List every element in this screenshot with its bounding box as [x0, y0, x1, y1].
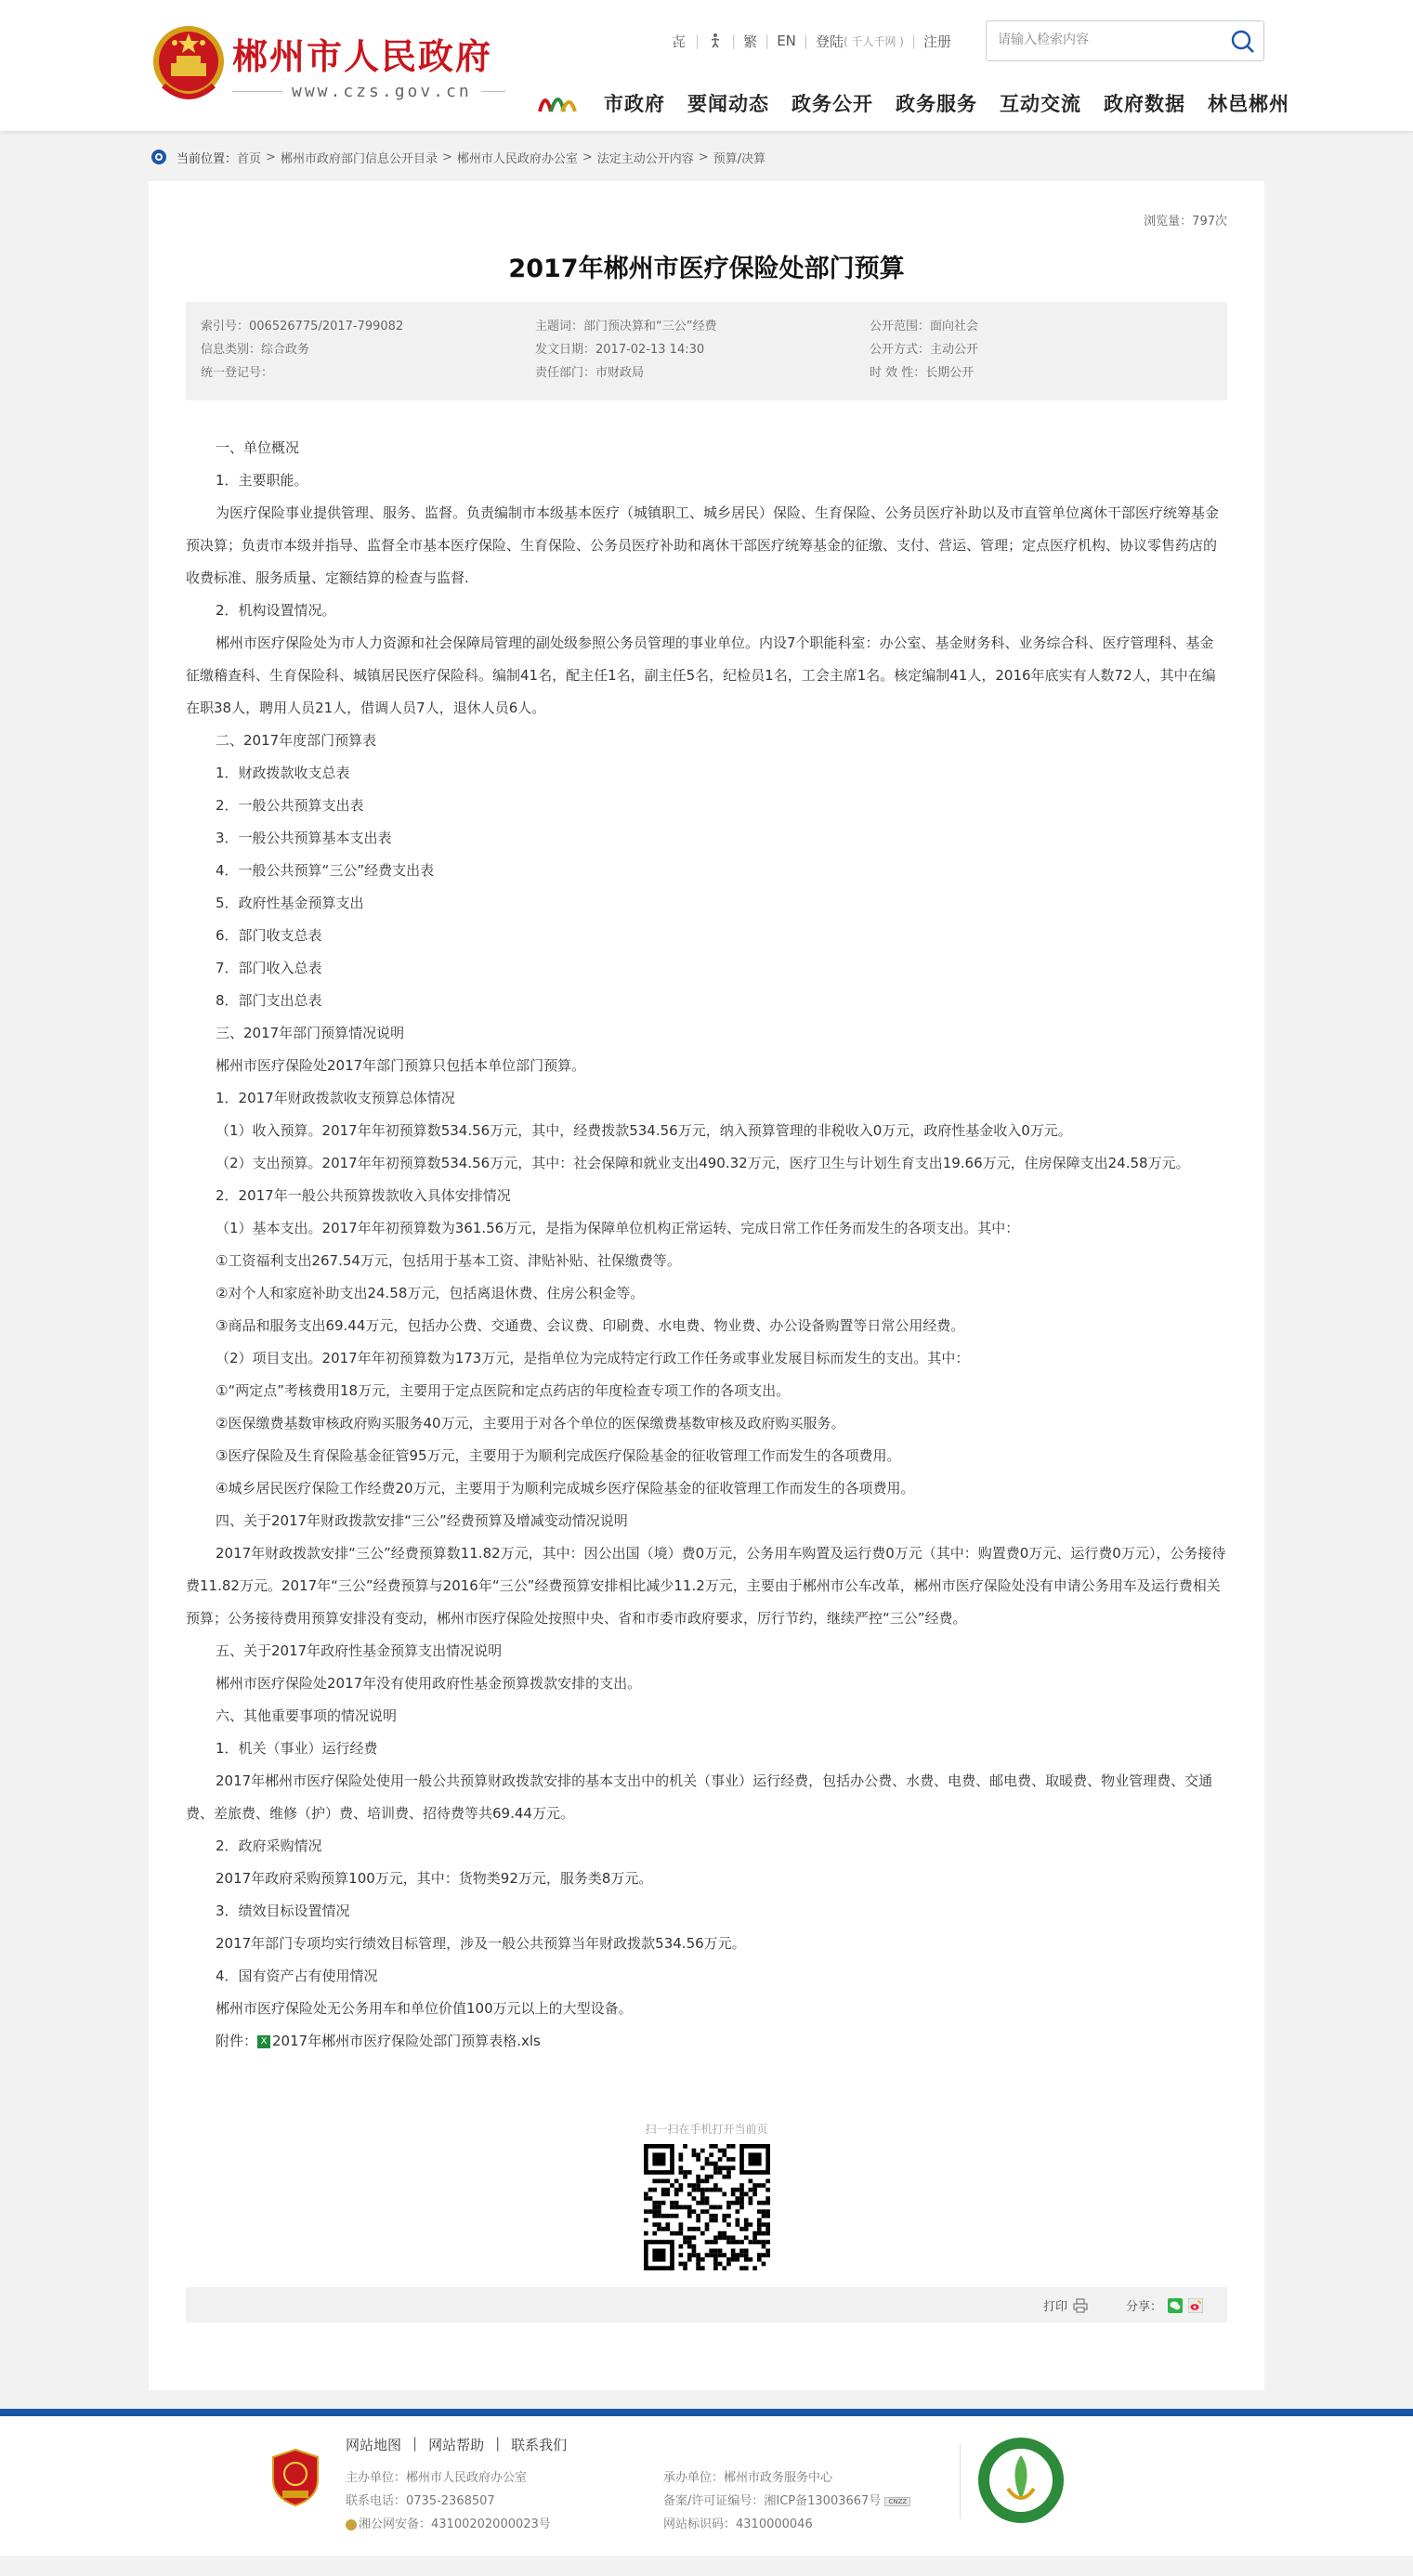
party-government-badge-icon[interactable] [269, 2448, 321, 2507]
article-paragraph: （1）收入预算。2017年年初预算数534.56万元，其中，经费拨款534.56万元，纳入预算管理的非税收入0万元，政府性基金收入0万元。 [216, 1122, 1072, 1139]
article-paragraph: ③商品和服务支出69.44万元，包括办公费、交通费、会议费、印刷费、水电费、物业费、办公设备购置等日常公用经费。 [216, 1317, 965, 1334]
article-paragraph: 2．机构设置情况。 [216, 602, 336, 619]
footer-link-sitemap[interactable]: 网站地图 [346, 2437, 402, 2453]
footer-police-record[interactable]: 湘公网安备：43100202000023号 [346, 2513, 551, 2536]
print-label: 打印 [1042, 2300, 1067, 2314]
accessibility-icon[interactable] [707, 33, 724, 49]
view-count: 浏览量：797次 [1144, 215, 1227, 229]
meta-dept: 责任部门：市财政局 [535, 366, 645, 380]
footer-icp: 备案/许可证编号：湘ICP备13003667号 CNZZ [663, 2490, 910, 2513]
breadcrumb-item-home[interactable]: 首页 [237, 151, 262, 166]
article-paragraph: 1．2017年财政拨款收支预算总体情况 [216, 1090, 455, 1106]
article-paragraph: 郴州市医疗保险处为市人力资源和社会保障局管理的副处级参照公务员管理的事业单位。内设7个职能科室：办公室、基金财务科、业务综合科、医疗管理科、基金征缴稽查科、生育保险科、城镇居民医疗保险科。编制41名，配主任1名，副主任5名，纪检员1名，工会主席1名。核定编制41人，2016年底实有人数72人，其中在编在职38人，聘用人员21人，借调人员7人，退休人员6人。 [186, 634, 1216, 716]
meta-scope: 公开范围：面向社会 [870, 320, 979, 333]
share-group [1126, 2296, 1203, 2314]
article-paragraph: ④城乡居民医疗保险工作经费20万元，主要用于为顺利完成城乡医疗保险基金的征收管理工作而发生的各项费用。 [216, 1480, 915, 1497]
document-meta [186, 302, 1227, 400]
breadcrumb-item-directory[interactable]: 郴州市政府部门信息公开目录 [280, 151, 438, 166]
footer-links: 网站地图 | 网站帮助 | 联系我们 [346, 2435, 568, 2453]
article-paragraph: 郴州市医疗保险处2017年部门预算只包括本单位部门预算。 [216, 1057, 586, 1074]
article-paragraph: 三、2017年部门预算情况说明 [216, 1025, 405, 1041]
article-paragraph: ②对个人和家庭补助支出24.58万元，包括离退休费、住房公积金等。 [216, 1285, 645, 1301]
article-paragraph: 7．部门收入总表 [216, 960, 322, 976]
article-paragraph: ②医保缴费基数审核政府购买服务40万元，主要用于对各个单位的医保缴费基数审核及政府购买服务。 [216, 1415, 845, 1432]
meta-unified-no: 统一登记号： [201, 366, 274, 380]
english-link[interactable]: EN [777, 33, 796, 49]
register-link[interactable]: 注册 [923, 33, 952, 50]
article-paragraph: 1．主要职能。 [216, 472, 308, 489]
breadcrumb-item-budget[interactable]: 预算/决算 [713, 151, 766, 166]
article-paragraph: 五、关于2017年政府性基金预算支出情况说明 [216, 1642, 503, 1659]
qr-section [149, 2121, 1264, 2270]
qr-caption: 扫一扫在手机打开当前页 [645, 2123, 768, 2136]
article-paragraph: （1）基本支出。2017年年初预算数为361.56万元，是指为保障单位机构正常运转、完成日常工作任务而发生的各项支出。其中： [216, 1220, 1020, 1236]
article-paragraph: 2017年部门专项均实行绩效目标管理，涉及一般公共预算当年财政拨款534.56万元。 [216, 1935, 746, 1952]
meta-index-no: 索引号：006526775/2017-799082 [201, 320, 404, 333]
top-tools: 㐂 | | 繁 | EN | 登陆 ( 千人千网 ) | 注册 [672, 33, 952, 50]
page-title: 2017年郴州市医疗保险处部门预算 [508, 255, 905, 283]
print-share-bar [186, 2287, 1227, 2322]
article-paragraph: 六、其他重要事项的情况说明 [216, 1707, 398, 1724]
article-paragraph: 郴州市医疗保险处2017年没有使用政府性基金预算拨款安排的支出。 [216, 1675, 642, 1692]
article-paragraph: 2．一般公共预算支出表 [216, 797, 364, 814]
traditional-chinese-link[interactable]: 繁 [743, 33, 758, 50]
article-paragraph: 二、2017年度部门预算表 [216, 732, 377, 749]
article-paragraph: 四、关于2017年财政拨款安排“三公”经费预算及增减变动情况说明 [216, 1512, 628, 1529]
article-paragraph: ③医疗保险及生育保险基金征管95万元，主要用于为顺利完成医疗保险基金的征收管理工作而发生的各项费用。 [216, 1447, 901, 1464]
qr-code-icon [644, 2144, 770, 2270]
breadcrumb: 当前位置： 首页 > 郴州市政府部门信息公开目录 > 郴州市人民政府办公室 > 法定主动公开内容 > 预算/决算 [150, 147, 765, 167]
article-paragraph: （2）支出预算。2017年年初预算数534.56万元，其中：社会保障和就业支出490.32万元，医疗卫生与计划生育支出19.66万元，住房保障支出24.58万元。 [216, 1155, 1190, 1171]
footer-info-left [346, 2466, 551, 2536]
search-icon[interactable] [1230, 29, 1256, 55]
share-label: 分享： [1125, 2300, 1162, 2314]
article-paragraph: 3．绩效目标设置情况 [216, 1903, 350, 1919]
site-url: www.czs.gov.cn [282, 82, 481, 101]
nav-item-news[interactable]: 要闻动态 [687, 93, 769, 115]
svg-text:㐂: 㐂 [672, 33, 687, 49]
location-icon [150, 149, 167, 165]
article-paragraph: 2．政府采购情况 [216, 1837, 322, 1854]
footer-organizer: 承办单位：郴州市政务服务中心 [663, 2471, 833, 2485]
article-paragraph: 8．部门支出总表 [216, 992, 322, 1009]
site-header [0, 0, 1413, 131]
nav-decoration-icon [532, 84, 582, 121]
attachment-label: 附件： [216, 2033, 258, 2049]
article-content [186, 432, 1227, 2058]
print-button[interactable] [1043, 2296, 1088, 2314]
login-link[interactable]: 登陆 [815, 33, 844, 50]
meta-category: 信息类别：综合政务 [201, 343, 310, 357]
search-box [986, 20, 1264, 61]
nav-item-city-government[interactable]: 市政府 [604, 93, 665, 115]
footer-link-help[interactable]: 网站帮助 [428, 2437, 485, 2453]
footer-host: 主办单位：郴州市人民政府办公室 [346, 2471, 528, 2485]
footer-divider [960, 2444, 961, 2518]
footer-info-right [663, 2466, 910, 2536]
article-paragraph: 2017年政府采购预算100万元，其中：货物类92万元，服务类8万元。 [216, 1870, 653, 1887]
article-paragraph: 1．财政拨款收支总表 [216, 765, 350, 781]
footer-accent-bar [0, 2409, 1413, 2416]
article-paragraph: 2．2017年一般公共预算拨款收入具体安排情况 [216, 1187, 511, 1204]
article-paragraph: 2017年郴州市医疗保险处使用一般公共预算财政拨款安排的基本支出中的机关（事业）运行经费，包括办公费、水费、电费、邮电费、取暖费、物业管理费、交通费、差旅费、维修（护）费、培训费、招待费等共69.44万元。 [186, 1772, 1213, 1822]
article-paragraph: 郴州市医疗保险处无公务用车和单位价值100万元以上的大型设备。 [216, 2000, 633, 2017]
meta-date: 发文日期：2017-02-13 14:30 [535, 343, 705, 357]
article-paragraph: 6．部门收支总表 [216, 927, 322, 944]
nav-item-data[interactable]: 政府数据 [1104, 93, 1185, 115]
site-footer [0, 2416, 1413, 2556]
civilized-city-seal-icon[interactable] [975, 2435, 1066, 2526]
breadcrumb-label: 当前位置： [177, 151, 238, 166]
nav-item-public-affairs[interactable]: 政务公开 [792, 93, 873, 115]
footer-phone: 联系电话：0735-2368507 [346, 2494, 495, 2508]
weibo-share-icon[interactable] [1188, 2298, 1203, 2313]
meta-validity: 时 效 性：长期公开 [870, 366, 975, 380]
article-paragraph: 为医疗保险事业提供管理、服务、监督。负责编制市本级基本医疗（城镇职工、城乡居民）保险、生育保险、公务员医疗补助以及市直管单位离休干部医疗统筹基金预决算；负责市本级并指导、监督全市基本医疗保险、生育保险、公务员医疗补助和离休干部医疗统筹基金的征缴、支付、营运、管理；定点医疗机构、协议零售药店的收费标准、服务质量、定额结算的检查与监督. [186, 504, 1220, 586]
site-name[interactable]: 郴州市人民政府 [232, 35, 493, 77]
nav-item-interaction[interactable]: 互动交流 [1000, 93, 1081, 115]
police-badge-icon [346, 2519, 357, 2530]
article-card [149, 181, 1264, 2390]
article-paragraph: 4．一般公共预算“三公”经费支出表 [216, 862, 435, 879]
attachment-link[interactable]: 2017年郴州市医疗保险处部门预算表格.xls [272, 2033, 541, 2049]
breadcrumb-item-office[interactable]: 郴州市人民政府办公室 [456, 151, 578, 166]
cnzz-logo-icon[interactable]: CNZZ [884, 2497, 910, 2506]
meta-method: 公开方式：主动公开 [870, 343, 979, 357]
nav-item-services[interactable]: 政务服务 [896, 93, 977, 115]
article-paragraph: 3．一般公共预算基本支出表 [216, 830, 392, 846]
meta-subject: 主题词：部门预决算和“三公”经费 [535, 320, 717, 333]
national-emblem-icon [150, 22, 227, 106]
article-paragraph: 4．国有资产占有使用情况 [216, 1968, 378, 1984]
article-paragraph: ①“两定点”考核费用18万元，主要用于定点医院和定点药店的年度检查专项工作的各项支出。 [216, 1382, 791, 1399]
footer-link-contact[interactable]: 联系我们 [511, 2437, 568, 2453]
article-paragraph: 5．政府性基金预算支出 [216, 895, 364, 911]
search-input[interactable] [987, 21, 1210, 59]
attachment-line [186, 2025, 1227, 2058]
elder-mode-icon[interactable] [671, 33, 687, 49]
excel-file-icon: X [257, 2035, 270, 2048]
main-nav [604, 89, 1289, 117]
breadcrumb-item-statutory[interactable]: 法定主动公开内容 [596, 151, 694, 166]
article-paragraph: （2）项目支出。2017年年初预算数为173万元，是指单位为完成特定行政工作任务或事业发展目标而发生的支出。其中： [216, 1350, 970, 1366]
article-paragraph: 2017年财政拨款安排“三公”经费预算数11.82万元，其中：因公出国（境）费0万元，公务用车购置及运行费0万元（其中：购置费0万元、运行费0万元），公务接待费11.82万元。2017年“三公”经费预算与2016年“三公”经费预算安排相比减少11.2万元，主要由于郴州市公车改革，郴州市医疗保险处没有申请公务用车及运行费相关预算；公务接待费用预算安排没有变动，郴州市医疗保险处按照中央、省和市委市政府要求，厉行节约，继续严控“三公”经费。 [186, 1545, 1226, 1627]
article-paragraph: 1．机关（事业）运行经费 [216, 1740, 378, 1757]
article-paragraph: ①工资福利支出267.54万元，包括用于基本工资、津贴补贴、社保缴费等。 [216, 1252, 681, 1269]
wechat-share-icon[interactable] [1168, 2298, 1183, 2313]
printer-icon [1073, 2298, 1088, 2313]
article-paragraph: 一、单位概况 [216, 439, 300, 456]
nav-item-linyi-chenzhou[interactable]: 林邑郴州 [1208, 93, 1289, 115]
footer-site-code: 网站标识码：4310000046 [663, 2517, 813, 2531]
login-note: ( 千人千网 ) [843, 34, 904, 48]
